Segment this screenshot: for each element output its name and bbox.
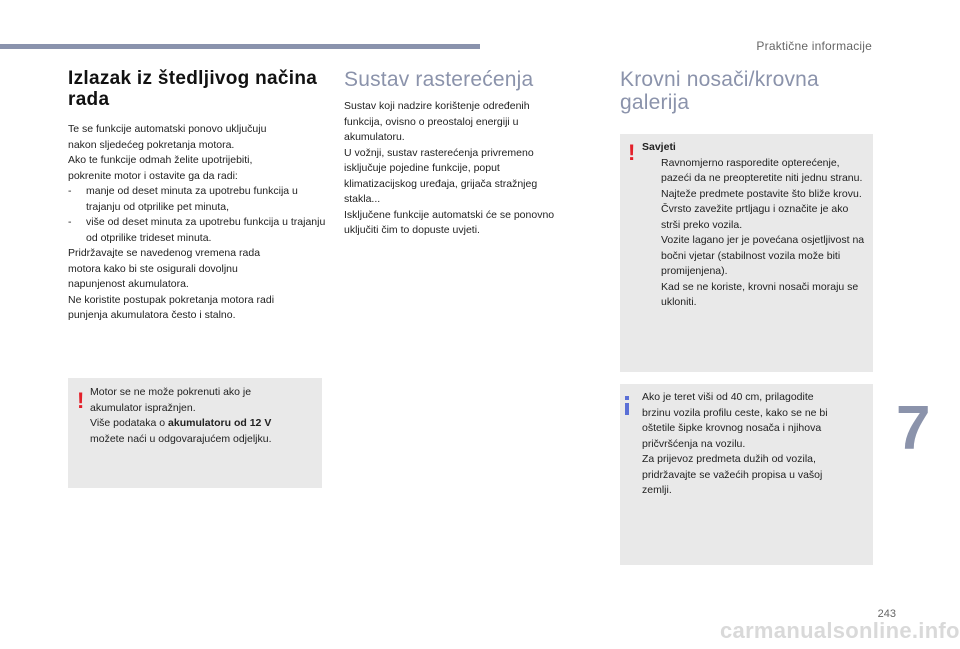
text-line: Motor se ne može pokrenuti ako je: [90, 386, 252, 398]
warning-icon: !: [77, 388, 85, 413]
text-line: Sustav koji nadzire korištenje određenih: [344, 100, 530, 112]
section-title-roof-bars: [620, 68, 819, 114]
text-line: Pridržavajte se navedenog vremena rada: [68, 247, 261, 259]
list-item: - više od deset minuta za upotrebu funkcija u trajanju od otprilike trideset minuta.: [68, 216, 326, 244]
text-line: Više podataka o akumulatoru od 12 V: [90, 417, 272, 429]
text-line: uključiti čim to dopuste uvjeti.: [344, 224, 480, 236]
text-line: pridržavajte se važećih propisa u vašoj: [642, 468, 823, 481]
info-box: [620, 384, 873, 565]
warning-box-battery: [68, 378, 322, 488]
list-item: Ravnomjerno rasporedite opterećenje, pazeći da ne preopteretite niti jednu stranu.: [661, 156, 863, 184]
text-line: akumulator ispražnjen.: [90, 401, 196, 414]
chapter-number: 7: [896, 394, 931, 463]
text-line: zemlji.: [642, 484, 672, 496]
text-line: napunjenost akumulatora.: [68, 278, 189, 290]
text-line: pokrenite motor i ostavite ga da radi:: [68, 169, 238, 182]
info-text: [642, 390, 870, 499]
text-line: oštetile šipke krovnog nosača i njihova: [642, 422, 822, 434]
text-line: nakon sljedećeg pokretanja motora.: [68, 138, 235, 151]
page-number: 243: [877, 608, 896, 620]
text-line: Za prijevoz predmeta dužih od vozila,: [642, 453, 816, 465]
text-line: pričvršćenja na vozilu.: [642, 437, 746, 450]
text-line: funkcija, ovisno o preostaloj energiji u: [344, 115, 519, 128]
text-line: brzinu vozila profilu ceste, kako se ne bi: [642, 406, 828, 419]
text-line: U vožnji, sustav rasterećenja privremeno: [344, 146, 534, 159]
section-header: Praktične informacije: [756, 39, 872, 53]
info-icon-bar: [625, 403, 629, 415]
text-line: punjenja akumulatora često i stalno.: [68, 309, 236, 321]
text-line: akumulatoru.: [344, 131, 405, 143]
advice-text: [642, 140, 870, 311]
title-line: galerija: [620, 91, 690, 114]
title-line: Krovni nosači/krovna: [620, 68, 819, 91]
info-icon: [625, 396, 629, 400]
header-bar: [0, 44, 480, 49]
text-line: Isključene funkcije automatski će se ponovno: [344, 208, 555, 221]
text-line: klimatizacijskog uređaja, grijača stražnjeg: [344, 177, 538, 190]
text-line: motora kako bi ste osigurali dovoljnu: [68, 262, 238, 275]
advice-box: [620, 134, 873, 372]
text-line: Te se funkcije automatski ponovo uključuju: [68, 123, 267, 135]
list-item: Vozite lagano jer je povećana osjetljivost na bočni vjetar (stabilnost vozila može biti promijenjena).: [661, 234, 865, 277]
text-line: isključuje pojedine funkcije, poput: [344, 162, 500, 174]
text-line: možete naći u odgovarajućem odjeljku.: [90, 432, 272, 445]
watermark: carmanualsonline.info: [720, 618, 960, 643]
text-line: stakla...: [344, 193, 381, 205]
section-title-economy-exit: Izlazak iz štedljivog načina rada: [68, 68, 318, 110]
advice-heading: Savjeti: [642, 141, 676, 153]
list-item: Najteže predmete postavite što bliže krovu.: [661, 187, 862, 200]
load-shedding-text: [344, 99, 594, 239]
warning-text: [90, 385, 320, 447]
text-line: Ne koristite postupak pokretanja motora radi: [68, 293, 275, 306]
warning-icon: !: [628, 140, 636, 165]
list-item: - manje od deset minuta za upotrebu funkcija u trajanju od otprilike pet minuta,: [68, 185, 298, 213]
list-item: Čvrsto zavežite prtljagu i označite je ako strši preko vozila.: [661, 203, 849, 231]
text-line: Ako je teret viši od 40 cm, prilagodite: [642, 391, 814, 403]
text-line: Ako te funkcije odmah želite upotrijebiti,: [68, 154, 253, 166]
economy-exit-text: [68, 122, 330, 324]
list-item: Kad se ne koriste, krovni nosači moraju se ukloniti.: [661, 280, 859, 308]
section-title-load-shedding: Sustav rasterećenja: [344, 68, 534, 91]
